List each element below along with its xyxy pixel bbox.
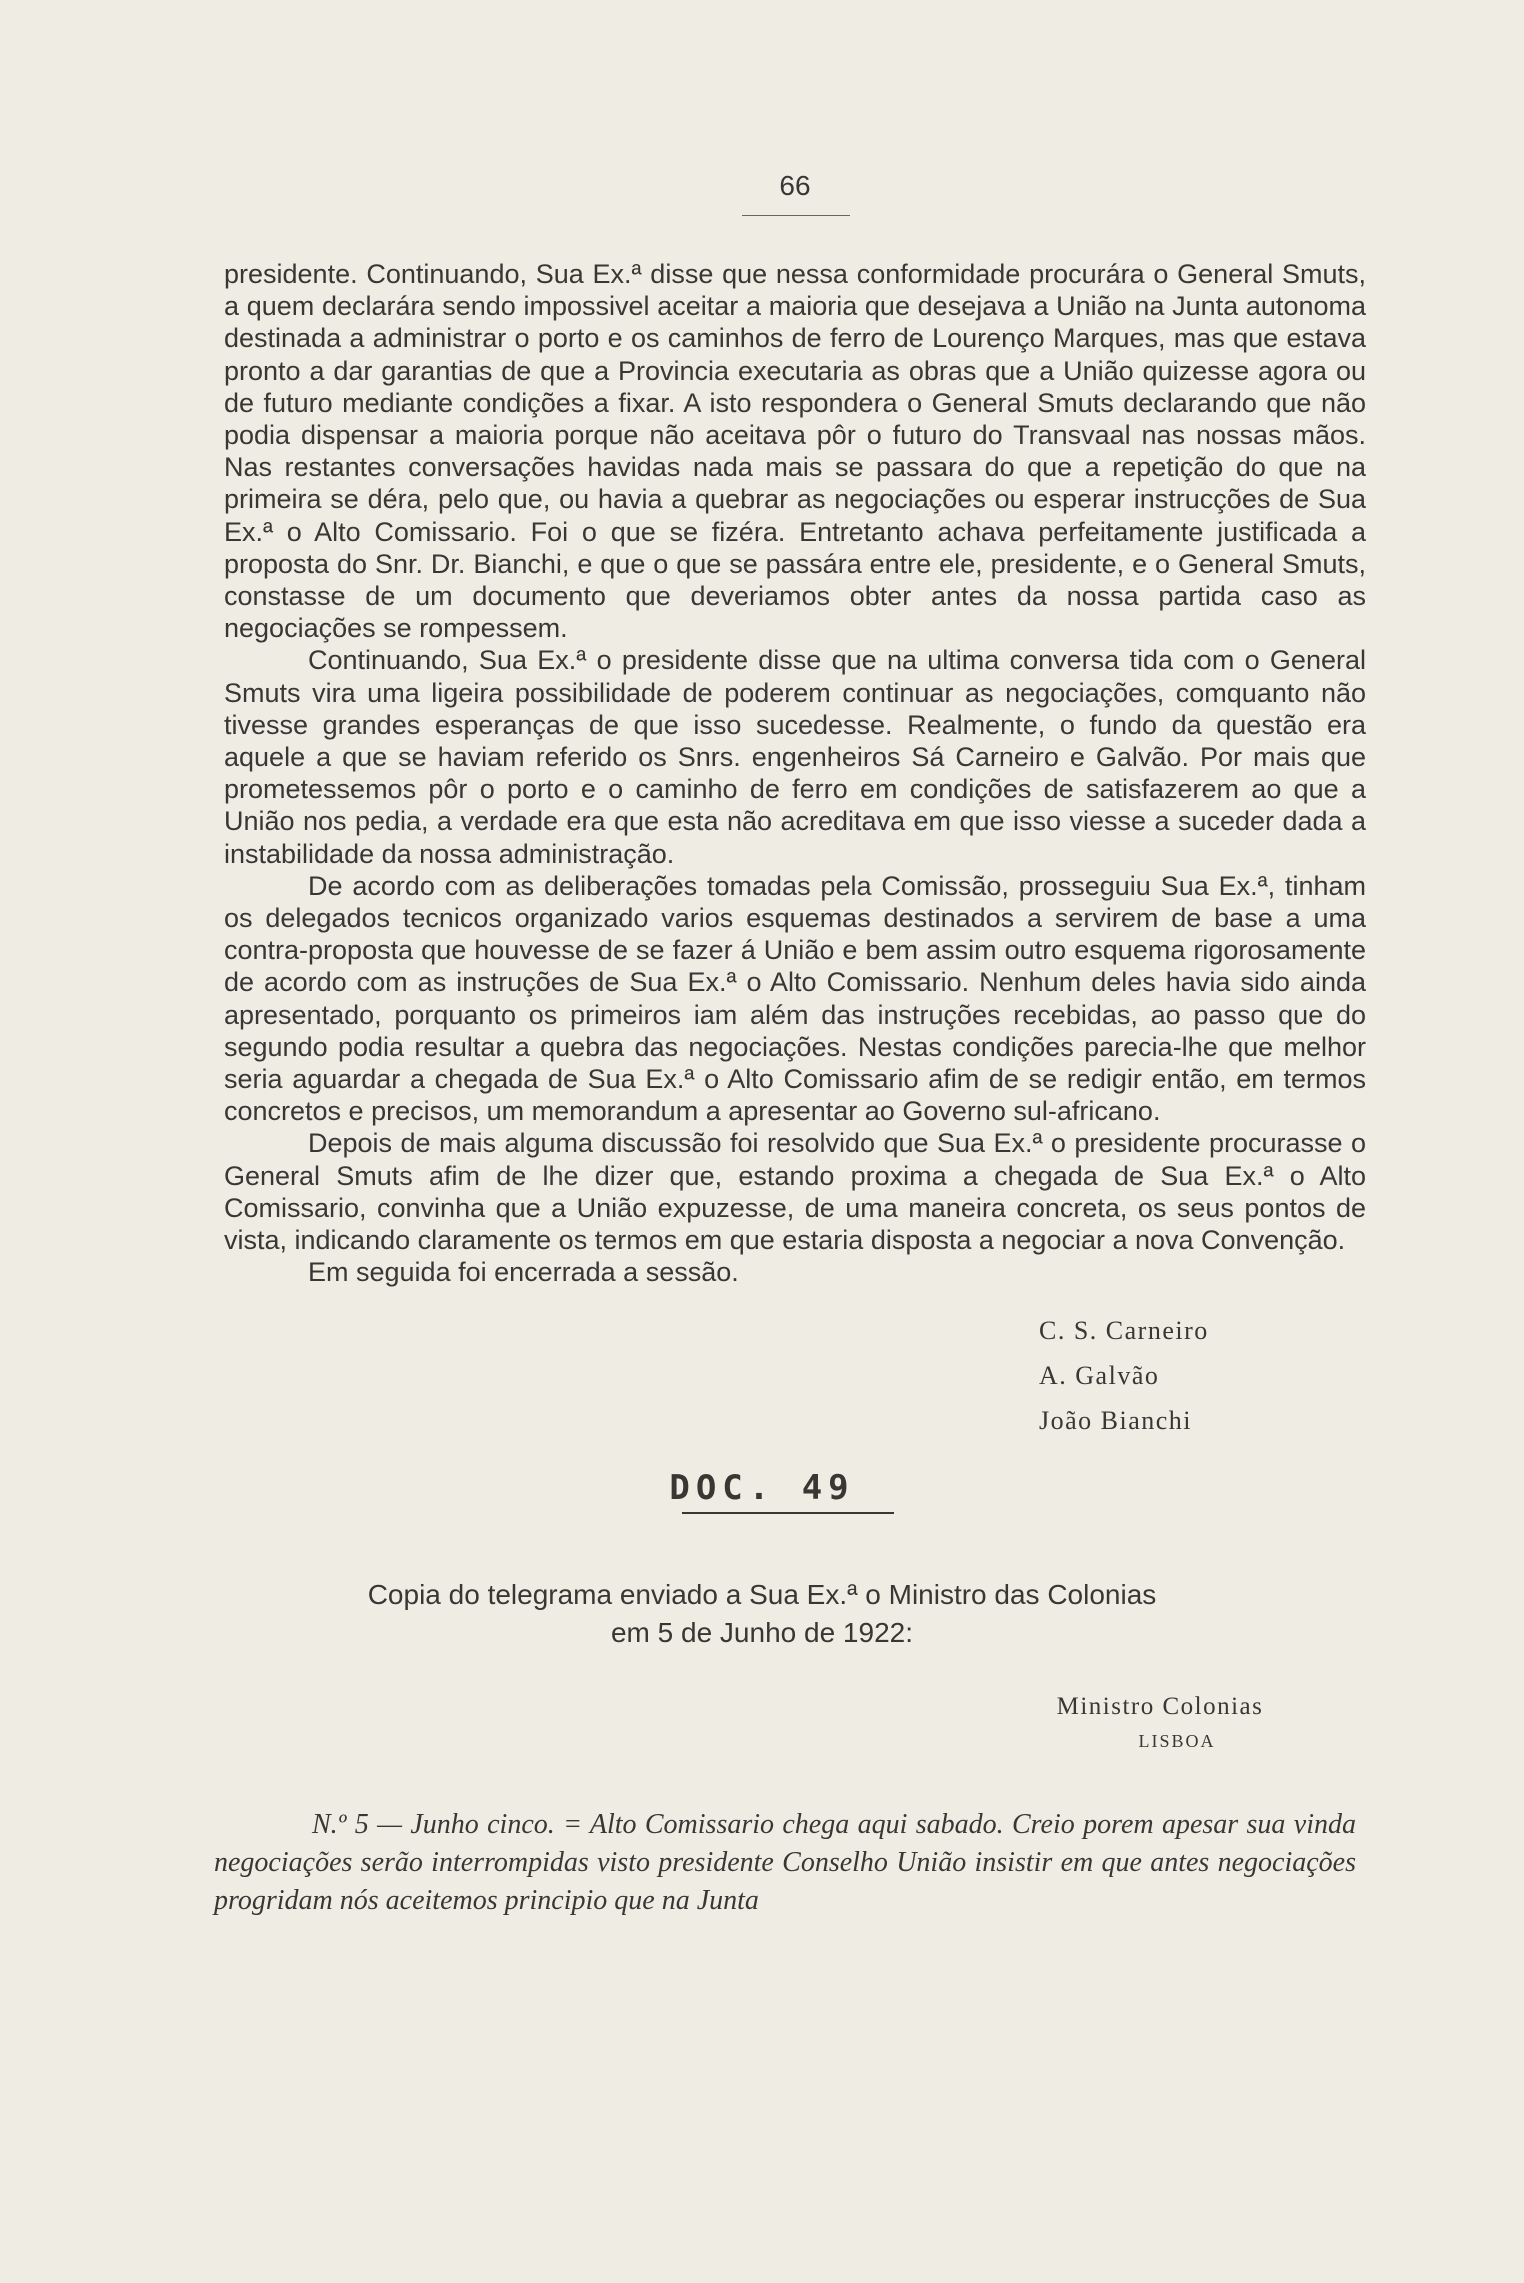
paragraph-5: Em seguida foi encerrada a sessão. xyxy=(308,1257,739,1288)
page-number: 66 xyxy=(779,170,811,201)
paragraph-1: presidente. Continuando, Sua Ex.ª disse que nessa conformidade procurára o General Smuts, a quem declarára sendo impossivel aceitar a maioria que desejava a União na Junta autonoma destinada a administrar o porto e os caminhos de ferro de Lourenço Marques, mas que estava pronto a dar garantias de que a Provincia executaria as obras que a União quizesse agora ou de futuro mediante condições a fixar. A isto respondera o General Smuts declarando que não podia dispensar a maioria porque não aceitava pôr o futuro do Transvaal nas nossas mãos. Nas restantes conversações havidas nada mais se passara do que a repetição do que na primeira se déra, pelo que, ou havia a quebrar as negociações ou esperar instrucções de Sua Ex.ª o Alto Comissario. Foi o que se fizéra. Entretanto achava perfeitamente justificada a proposta do Snr. Dr. Bianchi, e que o que se passára entre ele, presidente, e o General Smuts, constasse de um documento que deveriamos obter antes da nossa partida caso as negociações se rompessem. xyxy=(224,259,1366,644)
paragraph-2: Continuando, Sua Ex.ª o presidente disse que na ultima conversa tida com o General Smuts vira uma ligeira possibilidade de poderem continuar as negociações, comquanto não tivesse grandes esperanças de que isso sucedesse. Realmente, o fundo da questão era aquele a que se haviam referido os Snrs. engenheiros Sá Carneiro e Galvão. Por mais que prometessemos pôr o porto e o caminho de ferro em condições de satisfazerem ao que a União nos pedia, a verdade era que esta não acreditava em que isso viesse a suceder dada a instabilidade da nossa administração. xyxy=(224,645,1366,869)
signature-block xyxy=(1039,1308,1209,1443)
page-number-rule xyxy=(742,215,850,216)
paragraph-4: Depois de mais alguma discussão foi resolvido que Sua Ex.ª o presidente procurasse o General Smuts afim de lhe dizer que, estando proxima a chegada de Sua Ex.ª o Alto Comissario, convinha que a União expuzesse, de uma maneira concreta, os seus pontos de vista, indicando claramente os termos em que estaria disposta a negociar a nova Convenção. xyxy=(224,1128,1366,1256)
signature-bianchi: João Bianchi xyxy=(1039,1406,1193,1435)
document-heading: DOC. 49 xyxy=(669,1468,855,1508)
addressee-recipient: Ministro Colonias xyxy=(1056,1693,1264,1720)
minutes-text xyxy=(224,258,1366,1289)
addressee-city: LISBOA xyxy=(1138,1731,1216,1751)
telegram-addressee xyxy=(1010,1693,1310,1752)
telegram-intro-line-2: em 5 de Junho de 1922: xyxy=(610,1617,913,1648)
telegram-intro xyxy=(0,1576,1524,1652)
paragraph-3: De acordo com as deliberações tomadas pela Comissão, prosseguiu Sua Ex.ª, tinham os delegados tecnicos organizado varios esquemas destinados a servirem de base a uma contra-proposta que houvesse de se fazer á União e bem assim outro esquema rigorosamente de acordo com as instruções de Sua Ex.ª o Alto Comissario. Nenhum deles havia sido ainda apresentado, porquanto os primeiros iam além das instruções recebidas, ao passo que do segundo podia resultar a quebra das negociações. Nestas condições parecia-lhe que melhor seria aguardar a chegada de Sua Ex.ª o Alto Comissario afim de se redigir então, em termos concretos e precisos, um memorandum a apresentar ao Governo sul-africano. xyxy=(224,870,1366,1127)
telegram-text: N.º 5 — Junho cinco. = Alto Comissario chega aqui sabado. Creio porem apesar sua vinda negociações serão interrompidas visto presidente Conselho União insistir em que antes negociações progridam nós aceitemos principio que na Junta xyxy=(214,1809,1356,1916)
telegram-intro-line-1: Copia do telegrama enviado a Sua Ex.ª o Ministro das Colonias xyxy=(367,1579,1157,1610)
signature-galvao: A. Galvão xyxy=(1039,1361,1160,1390)
telegram-body xyxy=(214,1806,1356,1920)
signature-carneiro: C. S. Carneiro xyxy=(1039,1316,1209,1345)
document-heading-rule xyxy=(682,1512,894,1514)
